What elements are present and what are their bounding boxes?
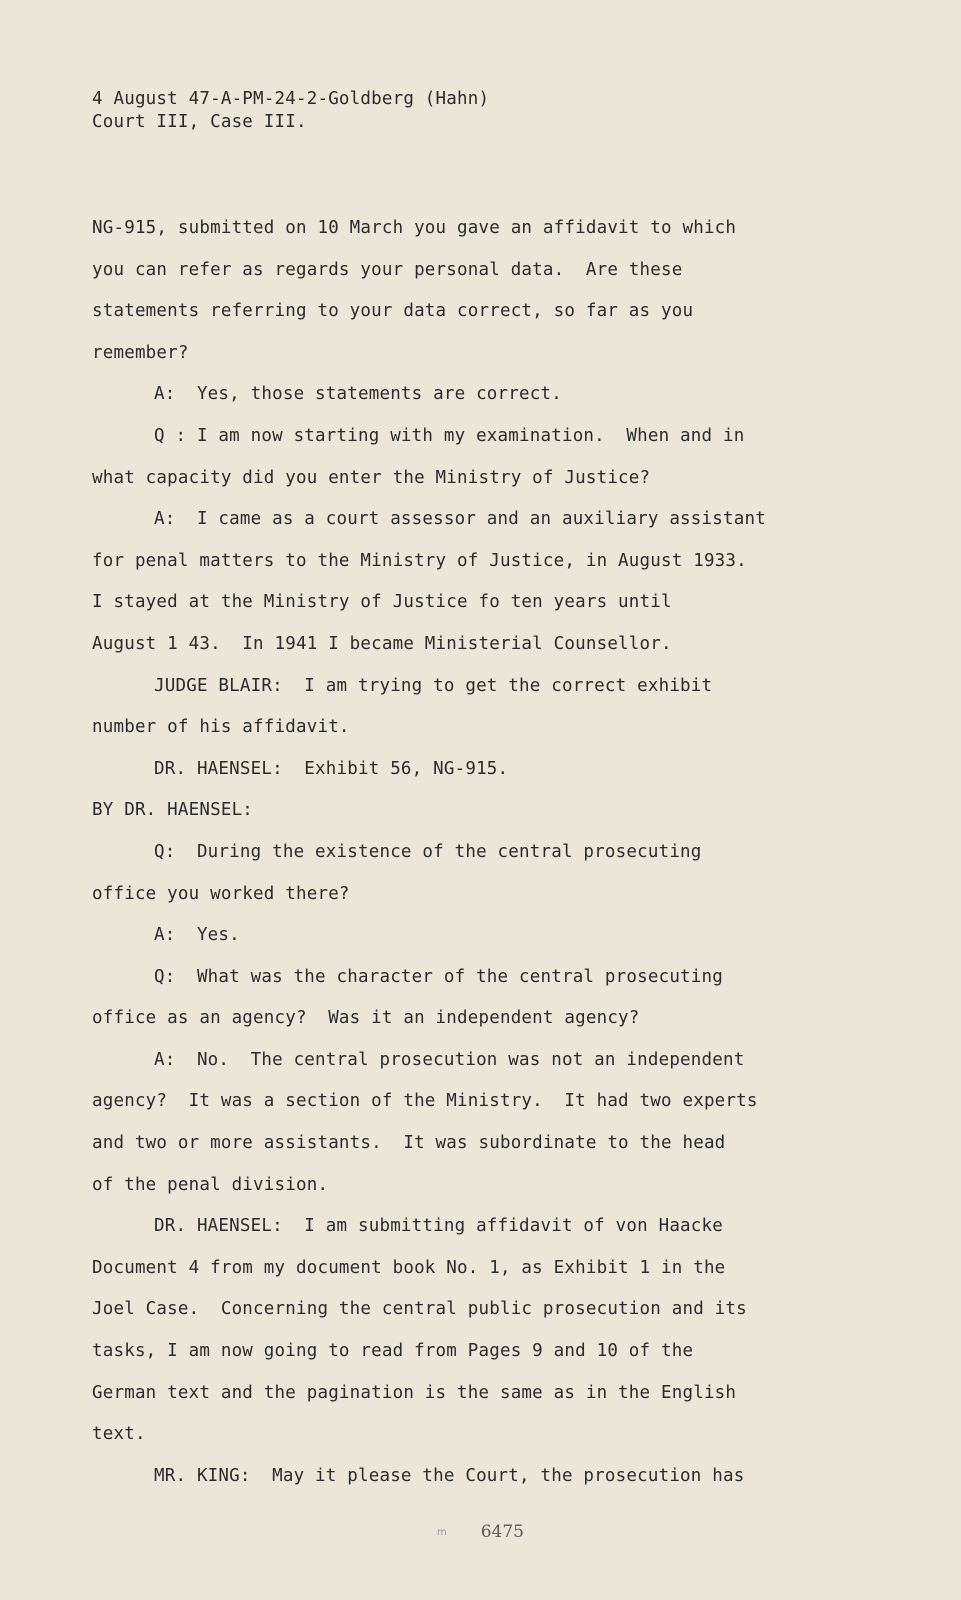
transcript-line: for penal matters to the Ministry of Justice, in August 1933. (92, 550, 747, 571)
header-line-court-case: Court III, Case III. (92, 112, 307, 132)
transcript-line: NG-915, submitted on 10 March you gave an affidavit to which (92, 218, 737, 238)
transcript-line: number of his affidavit. (92, 717, 350, 738)
transcript-line: A: I came as a court assessor and an auxiliary assistant (154, 509, 766, 530)
transcript-line: text. (92, 1424, 146, 1445)
transcript-line: Q : I am now starting with my examination. When and in (154, 425, 745, 446)
transcript-line: you can refer as regards your personal data. Are these (92, 259, 683, 280)
page-number: 6475 (480, 1522, 524, 1542)
transcript-line: remember? (92, 342, 189, 363)
transcript-line: office as an agency? Was it an independent agency? (92, 1008, 640, 1029)
page-footer (0, 1522, 961, 1542)
transcript-line: DR. HAENSEL: I am submitting affidavit of von Haacke (154, 1216, 724, 1237)
transcript-line: German text and the pagination is the same as in the English (92, 1382, 737, 1403)
transcript-line: A: No. The central prosecution was not an independent (154, 1049, 745, 1070)
header-line-date-reference: 4 August 47-A-PM-24-2-Goldberg (Hahn) (92, 89, 490, 109)
transcript-line: A: Yes, those statements are correct. (154, 384, 562, 405)
transcript-line: I stayed at the Ministry of Justice fo ten years until (92, 592, 672, 613)
transcript-line: DR. HAENSEL: Exhibit 56, NG-915. (154, 758, 509, 779)
transcript-line: JUDGE BLAIR: I am trying to get the correct exhibit (154, 675, 713, 696)
transcript-line: Document 4 from my document book No. 1, as Exhibit 1 in the (92, 1257, 726, 1278)
transcript-line: what capacity did you enter the Ministry of Justice? (92, 467, 651, 488)
transcript-line: Q: What was the character of the central prosecuting (154, 966, 724, 987)
transcript-body (92, 208, 882, 1497)
transcript-line: BY DR. HAENSEL: (92, 800, 254, 821)
transcript-line: Q: During the existence of the central prosecuting (154, 841, 702, 862)
transcript-line: and two or more assistants. It was subordinate to the head (92, 1133, 726, 1154)
transcript-line: tasks, I am now going to read from Pages 9 and 10 of the (92, 1341, 694, 1362)
transcript-line: agency? It was a section of the Ministry. It had two experts (92, 1091, 758, 1112)
document-header (92, 88, 489, 134)
transcript-line: statements referring to your data correct, so far as you (92, 301, 694, 322)
transcript-line: office you worked there? (92, 883, 350, 904)
transcript-line: A: Yes. (154, 925, 240, 946)
transcript-line: Joel Case. Concerning the central public prosecution and its (92, 1299, 747, 1320)
transcript-line: August 1 43. In 1941 I became Ministerial Counsellor. (92, 633, 672, 654)
transcript-line: MR. KING: May it please the Court, the prosecution has (154, 1465, 745, 1486)
footer-mark: m (436, 1527, 447, 1538)
transcript-line: of the penal division. (92, 1174, 329, 1195)
